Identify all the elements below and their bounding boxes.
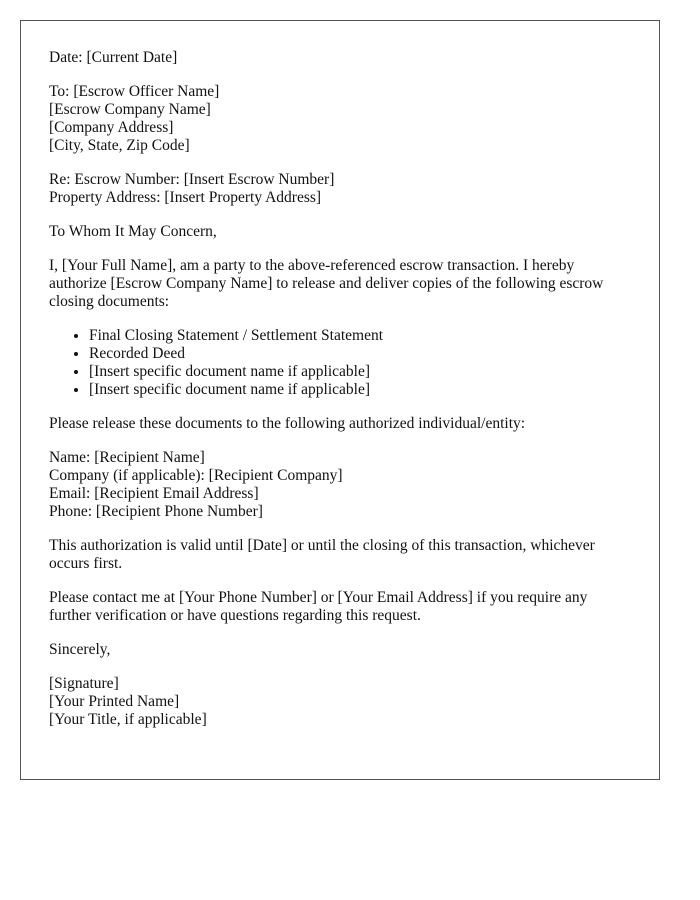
contact-paragraph: Please contact me at [Your Phone Number] or [Your Email Address] if you require any further verification or have questions regarding this request. (49, 589, 588, 624)
date-section (49, 49, 631, 67)
closing-text: Sincerely, (49, 641, 111, 658)
signature-line: [Signature] (49, 675, 119, 692)
reference-section (49, 171, 631, 207)
document-list-item: • Final Closing Statement / Settlement Statement (89, 327, 631, 345)
printed-name-line: [Your Printed Name] (49, 693, 180, 710)
intro-paragraph: I, [Your Full Name], am a party to the above-referenced escrow transaction. I hereby authorize [Escrow Company Name] to release and deliver copies of the following escrow closing documents: (49, 257, 604, 310)
recipient-address (49, 83, 631, 155)
title-line: [Your Title, if applicable] (49, 711, 207, 728)
recipient-line-officer: To: [Escrow Officer Name] (49, 83, 220, 100)
document-list (49, 327, 631, 399)
signature-block (49, 675, 631, 729)
recipient-line-city: [City, State, Zip Code] (49, 137, 190, 154)
salutation-text: To Whom It May Concern, (49, 223, 217, 240)
letter-document (20, 20, 660, 780)
validity-paragraph: This authorization is valid until [Date] or until the closing of this transaction, whichever occurs first. (49, 537, 595, 572)
authorized-name: Name: [Recipient Name] (49, 449, 205, 466)
re-escrow-number: Re: Escrow Number: [Insert Escrow Number] (49, 171, 335, 188)
date-line: Date: [Current Date] (49, 49, 178, 66)
document-list-item: • [Insert specific document name if applicable] (89, 363, 631, 381)
authorized-phone: Phone: [Recipient Phone Number] (49, 503, 263, 520)
document-list-item: • Recorded Deed (89, 345, 631, 363)
re-property-address: Property Address: [Insert Property Address] (49, 189, 322, 206)
recipient-line-address: [Company Address] (49, 119, 174, 136)
release-paragraph: Please release these documents to the following authorized individual/entity: (49, 415, 526, 432)
salutation (49, 223, 631, 241)
recipient-line-company: [Escrow Company Name] (49, 101, 211, 118)
authorized-recipient (49, 449, 631, 521)
document-list-item: • [Insert specific document name if applicable] (89, 381, 631, 399)
authorized-company: Company (if applicable): [Recipient Company] (49, 467, 343, 484)
closing (49, 641, 631, 659)
authorized-email: Email: [Recipient Email Address] (49, 485, 259, 502)
